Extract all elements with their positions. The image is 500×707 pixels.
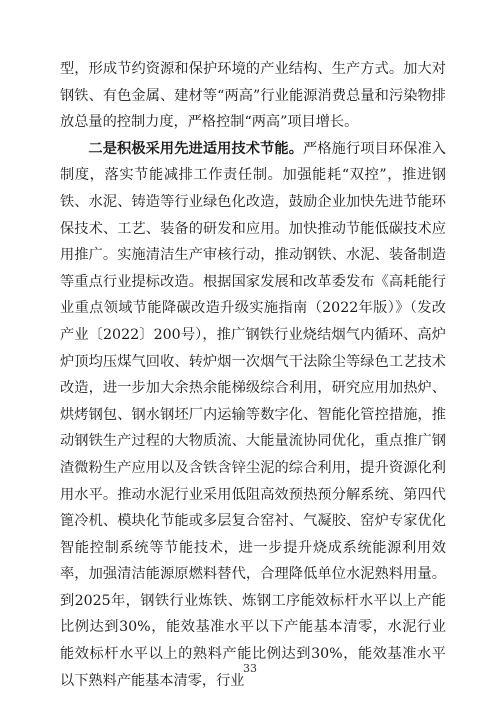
section-heading: 二是积极采用先进适用技术节能。	[88, 140, 304, 157]
paragraph-1: 型，形成节约资源和保护环境的产业结构、生产方式。加大对钢铁、有色金属、建材等“两高”行业能源消费总量和污染物排放总量的控制力度，严格控制“两高”项目增长。	[60, 61, 446, 131]
paragraph-2-body: 严格施行项目环保准入制度，落实节能减排工作责任制。加强能耗“双控”，推进钢铁、水泥、铸造等行业绿色化改造，鼓励企业加快先进节能环保技术、工艺、装备的研发和应用。加快推动节能低碳技术应用推广。实施清洁生产审核行动，推动钢铁、水泥、装备制造等重点行业提标改造。根据国家发展和改革委发布《高耗能行业重点领域节能降碳改造升级实施指南（2022年版）》（发改产业〔2022〕200号），推广钢铁行业烧结烟气内循环、高炉炉顶均压煤气回收、转炉烟一次烟气干法除尘等绿色工艺技术改造，进一步加大余热余能梯级综合利用，研究应用加热炉、烘烤钢包、钢水钢坯厂内运输等数字化、智能化管控措施，推动钢铁生产过程的大物质流、大能量流协同优化，重点推广钢渣微粉生产应用以及含铁含锌尘泥的综合利用，提升资源化利用水平。推动水泥行业采用低阻高效预热预分解系统、第四代篦冷机、模块化节能或多层复合窑衬、气凝胶、窑炉专家优化智能控制系统等节能技术，进一步提升烧成系统能源利用效率，加强清洁能源原燃料替代，合理降低单位水泥熟料用量。到2025年，钢铁行业炼铁、炼钢工序能效标杆水平以上产能比例达到30%，能效基准水平以下产能基本清零，水泥行业能效标杆水平以上的熟料产能比例达到30%，能效基准水平以下熟料产能基本清零，行业	[60, 140, 446, 689]
page-number: 33	[243, 662, 257, 675]
body-text	[60, 56, 446, 694]
paragraph-2	[60, 136, 446, 694]
